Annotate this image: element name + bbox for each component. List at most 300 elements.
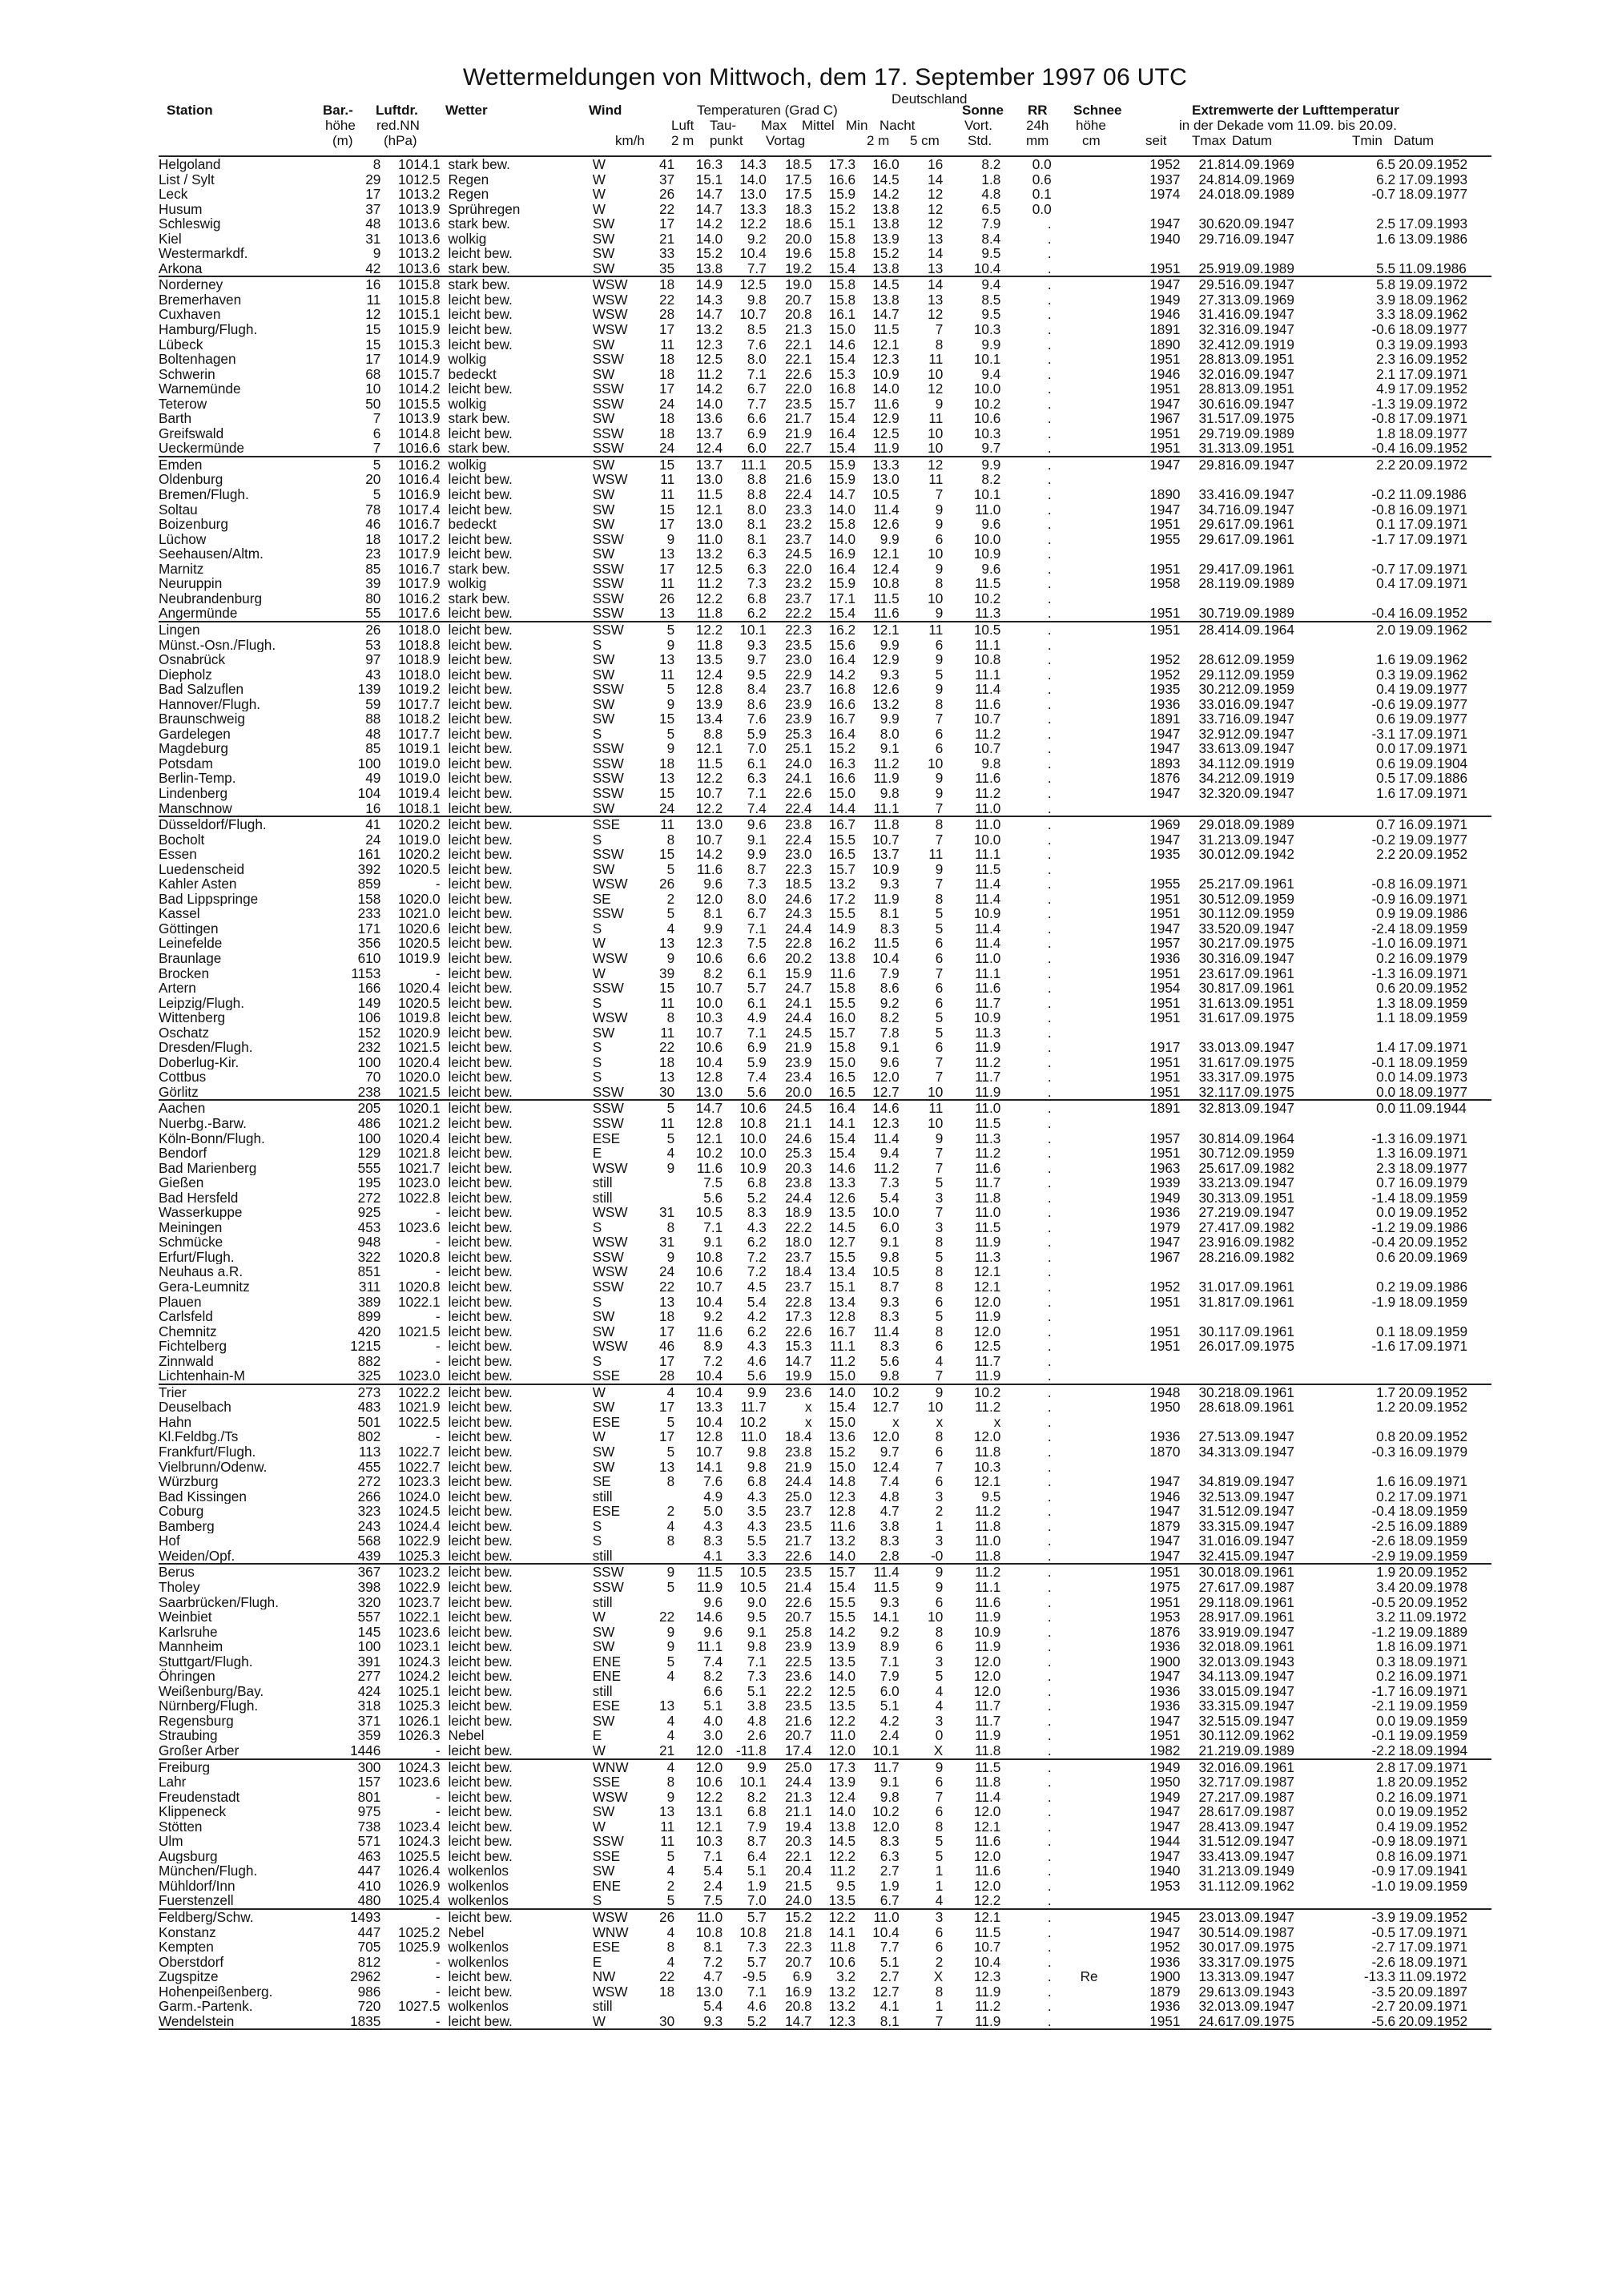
table-row bbox=[159, 1354, 1491, 1369]
tmin-date: 20.09.1897 bbox=[1399, 1984, 1468, 2000]
tmin: 0.0 bbox=[1376, 1069, 1396, 1085]
tmin: 0.0 bbox=[1376, 1713, 1396, 1729]
dew-point: 9.3 bbox=[747, 637, 767, 653]
max-temp: 23.0 bbox=[785, 652, 812, 667]
dew-point: 7.2 bbox=[747, 1249, 767, 1265]
weather: leicht bew. bbox=[448, 1279, 513, 1295]
station-name: Görlitz bbox=[159, 1085, 333, 1101]
wind-direction: S bbox=[592, 1040, 602, 1055]
dew-point: 6.3 bbox=[747, 546, 767, 562]
tmin: -2.7 bbox=[1371, 1999, 1396, 2014]
tmin-date: 18.09.1994 bbox=[1399, 1743, 1491, 1759]
wind-direction: W bbox=[592, 201, 606, 217]
mean-temp: 15.9 bbox=[828, 456, 856, 473]
sunshine: 11.4 bbox=[975, 682, 1001, 697]
mean-temp: 14.0 bbox=[828, 1804, 856, 1819]
station-name: Schleswig bbox=[159, 216, 221, 232]
tmax: 25.6 bbox=[1198, 1160, 1226, 1176]
max-temp: 21.9 bbox=[785, 425, 812, 441]
air-temp: 8.8 bbox=[703, 726, 723, 742]
wind-direction: WSW bbox=[592, 950, 628, 966]
sunshine: 12.0 bbox=[973, 1429, 1001, 1445]
tmax-date bbox=[1226, 1309, 1348, 1324]
wind-speed: 26 bbox=[659, 187, 675, 202]
wind-speed: 5 bbox=[666, 1654, 675, 1670]
air-temp: 10.7 bbox=[695, 981, 723, 996]
tmin-date: 20.09.1978 bbox=[1399, 1579, 1468, 1595]
pressure: 1020.9 bbox=[397, 1025, 441, 1041]
station-name: Mühldorf/Inn bbox=[159, 1878, 235, 1894]
table-row bbox=[159, 546, 1491, 562]
sunshine: 10.1 bbox=[973, 352, 1001, 367]
wind-speed: 18 bbox=[659, 366, 675, 382]
record-since: 1975 bbox=[1149, 1579, 1181, 1595]
header-nacht-1: Nacht bbox=[879, 118, 916, 133]
tmin-date: 17.09.1971 bbox=[1399, 1339, 1468, 1354]
min-temp: 11.8 bbox=[873, 816, 900, 832]
mean-temp: 15.8 bbox=[828, 517, 856, 532]
mean-temp: 12.3 bbox=[828, 1488, 856, 1504]
table-row bbox=[159, 1460, 1491, 1475]
dew-point: 9.7 bbox=[747, 652, 767, 667]
dew-point: 5.9 bbox=[747, 1054, 767, 1070]
max-temp: 20.4 bbox=[785, 1863, 812, 1879]
min-temp: 9.8 bbox=[855, 1368, 900, 1384]
tmax-date: 12.09.1947 bbox=[1225, 1834, 1294, 1849]
snow-depth bbox=[1052, 847, 1127, 862]
max-temp: 23.5 bbox=[785, 1518, 812, 1534]
wind-speed: 9 bbox=[666, 1624, 675, 1640]
station-name: Kl.Feldbg./Ts bbox=[159, 1429, 239, 1445]
max-temp: 23.4 bbox=[785, 1069, 812, 1085]
air-temp: 13.9 bbox=[695, 696, 723, 712]
tmax-date: 16.09.1947 bbox=[1225, 711, 1294, 727]
snow-depth bbox=[1052, 1116, 1127, 1131]
snow-depth bbox=[1052, 1834, 1127, 1849]
bar-height: 171 bbox=[357, 920, 381, 937]
record-since: 1947 bbox=[1149, 1474, 1181, 1489]
dew-point: 7.9 bbox=[747, 1819, 767, 1835]
station-name: Hahn bbox=[159, 1414, 192, 1430]
weather: leicht bew. bbox=[448, 1175, 513, 1190]
precip: . bbox=[1047, 771, 1052, 786]
min-temp: 12.3 bbox=[872, 352, 900, 367]
tmin: 0.9 bbox=[1376, 906, 1396, 921]
tmin: -2.6 bbox=[1371, 1533, 1396, 1549]
wind-direction: SW bbox=[592, 1713, 615, 1729]
record-since: 1947 bbox=[1149, 1713, 1181, 1729]
wind-direction: SW bbox=[592, 336, 615, 352]
table-row bbox=[159, 1533, 1491, 1549]
dew-point: 9.0 bbox=[747, 1594, 767, 1610]
wind-speed: 15 bbox=[659, 847, 675, 862]
tmin-date: 16.09.1971 bbox=[1399, 876, 1468, 892]
station-name: Carlsfeld bbox=[159, 1309, 213, 1324]
max-temp: 18.9 bbox=[785, 1205, 812, 1220]
wind-direction: E bbox=[592, 1728, 602, 1743]
tmax bbox=[1184, 1893, 1226, 1909]
min-temp: 12.9 bbox=[872, 652, 900, 667]
tmin-date: 16.09.1971 bbox=[1399, 1669, 1468, 1684]
night-temp: 9 bbox=[935, 771, 944, 786]
tmax-date: 16.09.1947 bbox=[1225, 366, 1294, 382]
record-since: 1947 bbox=[1149, 832, 1181, 848]
air-temp: 11.6 bbox=[697, 1323, 723, 1339]
sunshine: 11.9 bbox=[975, 1639, 1001, 1654]
table-row bbox=[159, 532, 1491, 547]
station-name: Oberstdorf bbox=[159, 1954, 224, 1970]
weather: leicht bew. bbox=[448, 1969, 513, 1984]
tmin-date: 20.09.1971 bbox=[1399, 1999, 1468, 2014]
station-name: Coburg bbox=[159, 1504, 204, 1519]
tmin-date bbox=[1399, 1354, 1491, 1369]
air-temp: 14.2 bbox=[695, 216, 723, 232]
air-temp: 5.4 bbox=[703, 1863, 723, 1879]
station-name: Aachen bbox=[159, 1100, 206, 1116]
tmin-date: 16.09.1971 bbox=[1399, 1683, 1468, 1699]
wind-direction: NW bbox=[592, 1969, 616, 1984]
wind-direction: SSW bbox=[592, 785, 624, 801]
station-name: Westermarkdf. bbox=[159, 246, 248, 261]
tmax: 34.7 bbox=[1198, 501, 1226, 518]
tmax-date bbox=[1226, 1415, 1348, 1430]
precip: . bbox=[1047, 1533, 1052, 1549]
tmin: 0.6 bbox=[1376, 711, 1396, 727]
mean-temp: 15.4 bbox=[828, 1579, 856, 1595]
wind-speed: 18 bbox=[659, 1054, 675, 1070]
tmin: -2.4 bbox=[1371, 920, 1396, 937]
tmax-date: 15.09.1947 bbox=[1225, 1518, 1294, 1534]
station-name: Bad Kissingen bbox=[159, 1488, 247, 1504]
max-temp: 21.9 bbox=[785, 1459, 812, 1475]
night-temp: X bbox=[933, 1969, 944, 1984]
wind-speed: 31 bbox=[659, 1235, 675, 1250]
min-temp: 5.1 bbox=[879, 1698, 900, 1714]
mean-temp: 13.8 bbox=[828, 950, 856, 966]
wind-direction: SSW bbox=[592, 396, 624, 412]
bar-height: 318 bbox=[357, 1698, 381, 1714]
sunshine: 11.2 bbox=[975, 1054, 1001, 1070]
snow-depth bbox=[1052, 441, 1127, 457]
header-sonne-1: Sonne bbox=[962, 103, 1004, 118]
tmax-date: 19.09.1989 bbox=[1226, 606, 1348, 622]
air-temp: 10.6 bbox=[695, 1264, 723, 1280]
min-temp: 11.9 bbox=[873, 891, 900, 907]
tmax-date bbox=[1226, 1264, 1348, 1279]
night-temp: 8 bbox=[935, 1984, 944, 2000]
table-row bbox=[159, 1863, 1491, 1879]
weather: leicht bew. bbox=[448, 1669, 513, 1684]
record-since: 1951 bbox=[1149, 517, 1181, 532]
precip: . bbox=[1047, 456, 1052, 473]
max-temp: 22.0 bbox=[785, 381, 812, 397]
record-since: 1947 bbox=[1127, 1549, 1184, 1565]
air-temp: 10.0 bbox=[695, 995, 723, 1011]
tmax: 28.1 bbox=[1198, 576, 1226, 591]
sunshine: 12.1 bbox=[973, 1474, 1001, 1489]
weather: leicht bew. bbox=[441, 1368, 585, 1384]
wind-direction: S bbox=[585, 1893, 635, 1909]
wind-speed: 13 bbox=[659, 546, 675, 562]
weather: stark bew. bbox=[448, 216, 510, 232]
max-temp: 20.0 bbox=[785, 231, 812, 247]
record-since bbox=[1127, 246, 1184, 261]
station-name: Cottbus bbox=[159, 1069, 207, 1085]
tmax-date: 12.09.1959 bbox=[1225, 906, 1294, 921]
min-temp: 11.5 bbox=[873, 322, 900, 337]
mean-temp: 15.8 bbox=[828, 981, 856, 996]
mean-temp: 15.4 bbox=[812, 261, 856, 277]
table-row bbox=[159, 816, 1491, 832]
pressure: - bbox=[435, 1264, 441, 1280]
min-temp: 7.1 bbox=[879, 1654, 900, 1670]
wind-direction: SSW bbox=[592, 771, 624, 786]
tmin: 0.0 bbox=[1376, 741, 1396, 756]
bar-height: 571 bbox=[357, 1834, 381, 1849]
tmin: -0.2 bbox=[1371, 832, 1396, 848]
mean-temp: 15.7 bbox=[828, 396, 856, 412]
tmax: 29.8 bbox=[1198, 456, 1226, 473]
station-name: Konstanz bbox=[159, 1924, 216, 1940]
pressure: 1015.8 bbox=[397, 276, 441, 292]
air-temp: 11.6 bbox=[697, 1160, 723, 1176]
night-temp: 5 bbox=[935, 906, 944, 921]
record-since: 1947 bbox=[1149, 920, 1181, 937]
table-row bbox=[159, 951, 1491, 966]
table-row bbox=[159, 1909, 1491, 1925]
mean-temp: 14.2 bbox=[828, 1624, 856, 1640]
tmax: 31.3 bbox=[1184, 441, 1226, 457]
max-temp: 23.5 bbox=[785, 1698, 812, 1714]
dew-point: 9.8 bbox=[747, 1639, 767, 1654]
snow-depth bbox=[1052, 1161, 1127, 1176]
tmin-date: 18.09.1962 bbox=[1399, 292, 1468, 308]
snow-depth bbox=[1052, 1400, 1127, 1415]
wind-speed: 9 bbox=[666, 950, 675, 966]
tmax: 32.4 bbox=[1184, 1549, 1226, 1565]
tmin-date: 14.09.1973 bbox=[1399, 1069, 1468, 1085]
max-temp: 22.2 bbox=[785, 1219, 812, 1235]
wind-direction: S bbox=[592, 1518, 602, 1534]
tmin: 0.7 bbox=[1376, 1175, 1396, 1190]
sunshine: 11.6 bbox=[975, 1594, 1001, 1610]
pressure: 1020.6 bbox=[397, 920, 441, 937]
table-row bbox=[159, 1085, 1491, 1101]
record-since: 1952 bbox=[1149, 652, 1181, 667]
header-min-1: Min bbox=[846, 118, 868, 133]
snow-depth bbox=[1052, 487, 1127, 502]
min-temp: 6.3 bbox=[879, 1848, 900, 1864]
weather: Sprühregen bbox=[448, 201, 521, 217]
table-row bbox=[159, 1955, 1491, 1970]
bar-height: 7 bbox=[333, 441, 380, 457]
wind-speed: 9 bbox=[666, 637, 675, 653]
record-since: 1982 bbox=[1127, 1743, 1184, 1759]
header-luft-2: 2 m bbox=[671, 133, 694, 148]
min-temp: 10.8 bbox=[872, 576, 900, 591]
mean-temp: 16.4 bbox=[828, 726, 856, 742]
tmax: 31.5 bbox=[1198, 1504, 1226, 1519]
precip: . bbox=[1047, 995, 1052, 1011]
wind-direction: SSW bbox=[592, 755, 624, 771]
header-mittel: Mittel bbox=[802, 118, 835, 133]
weather: wolkig bbox=[448, 231, 487, 247]
precip: . bbox=[1047, 1414, 1052, 1430]
record-since: 1947 bbox=[1149, 1235, 1181, 1250]
record-since: 1951 bbox=[1149, 906, 1181, 921]
tmax-date: 16.09.1982 bbox=[1225, 1249, 1294, 1265]
night-temp: 8 bbox=[935, 891, 944, 907]
tmax: 29.1 bbox=[1198, 667, 1226, 683]
snow-depth bbox=[1052, 816, 1127, 832]
sunshine: 9.5 bbox=[981, 307, 1001, 323]
wind-direction: still bbox=[592, 1190, 613, 1206]
sunshine: 11.2 bbox=[975, 1564, 1001, 1580]
header-luftdr-3: (hPa) bbox=[384, 133, 417, 148]
bar-height: 11 bbox=[366, 292, 381, 308]
precip: . bbox=[1047, 920, 1052, 937]
max-temp: 23.5 bbox=[785, 1564, 812, 1580]
header-sonne-3: Std. bbox=[968, 133, 992, 148]
header-luft-1b: Luft bbox=[671, 118, 694, 133]
tmax bbox=[1184, 1025, 1226, 1041]
precip: . bbox=[1047, 1429, 1052, 1445]
tmax-date: 17.09.1975 bbox=[1225, 1054, 1294, 1070]
wind-speed: 5 bbox=[666, 861, 675, 877]
weather: leicht bew. bbox=[448, 621, 513, 638]
wind-direction: E bbox=[592, 1954, 602, 1970]
tmin-date bbox=[1399, 1460, 1491, 1475]
header-bar-2: höhe bbox=[325, 118, 356, 133]
weather: leicht bew. bbox=[448, 906, 513, 921]
table-row bbox=[159, 1639, 1491, 1654]
station-name: Wendelstein bbox=[159, 2014, 333, 2030]
dew-point: 6.8 bbox=[747, 1474, 767, 1489]
station-name: Garm.-Partenk. bbox=[159, 1999, 253, 2014]
tmax: 28.8 bbox=[1198, 352, 1226, 367]
wind-speed: 4 bbox=[666, 1146, 675, 1161]
dew-point: 4.6 bbox=[747, 1353, 767, 1369]
snow-depth bbox=[1052, 1264, 1127, 1279]
wind-direction: still bbox=[592, 1999, 613, 2014]
min-temp: 13.0 bbox=[872, 472, 900, 488]
snow-depth bbox=[1052, 996, 1127, 1011]
tmin-date: 18.09.1959 bbox=[1399, 1010, 1468, 1025]
tmax: 33.3 bbox=[1198, 1954, 1226, 1970]
dew-point: 10.2 bbox=[739, 1414, 767, 1430]
bar-height: 16 bbox=[333, 801, 380, 817]
mean-temp: 16.5 bbox=[828, 847, 856, 862]
night-temp: 5 bbox=[935, 1025, 944, 1041]
tmax: 31.2 bbox=[1198, 832, 1226, 848]
tmax-date bbox=[1226, 246, 1348, 261]
mean-temp: 13.8 bbox=[828, 1819, 856, 1835]
max-temp: 22.7 bbox=[767, 441, 812, 457]
wind-speed: 9 bbox=[666, 1564, 675, 1580]
air-temp: 11.0 bbox=[697, 531, 723, 547]
min-temp: 10.2 bbox=[872, 1804, 900, 1819]
tmin-date: 19.09.1904 bbox=[1399, 755, 1468, 771]
wind-direction: ENE bbox=[592, 1654, 622, 1670]
tmin: -0.9 bbox=[1371, 1834, 1396, 1849]
min-temp: 12.4 bbox=[872, 561, 900, 577]
tmax: 29.1 bbox=[1198, 1594, 1226, 1610]
pressure: 1017.7 bbox=[397, 726, 441, 742]
wind-speed bbox=[635, 1595, 674, 1610]
bar-height: 9 bbox=[372, 246, 381, 261]
pressure: - bbox=[435, 1235, 441, 1250]
wind-speed: 9 bbox=[666, 531, 675, 547]
max-temp: 20.0 bbox=[767, 1085, 812, 1101]
weather: wolkenlos bbox=[448, 1878, 509, 1894]
weather: leicht bew. bbox=[448, 1309, 513, 1324]
dew-point: 10.8 bbox=[739, 1116, 767, 1131]
pressure: - bbox=[380, 1743, 440, 1759]
record-since: 1952 bbox=[1149, 667, 1181, 683]
wind-speed: 8 bbox=[666, 1219, 675, 1235]
sunshine: 11.0 bbox=[975, 1205, 1001, 1220]
bar-height: 195 bbox=[357, 1175, 381, 1190]
wind-direction: SSW bbox=[592, 906, 624, 921]
sunshine: 11.6 bbox=[975, 771, 1001, 786]
tmin-date: 11.09.1986 bbox=[1399, 487, 1467, 502]
tmin-date: 16.09.1971 bbox=[1399, 1789, 1468, 1805]
tmax-date: 16.09.1961 bbox=[1225, 1758, 1294, 1775]
station-name: Freiburg bbox=[159, 1758, 210, 1775]
station-name: Boltenhagen bbox=[159, 352, 236, 367]
precip: . bbox=[1047, 1504, 1052, 1519]
table-row bbox=[159, 1654, 1491, 1670]
weather: leicht bew. bbox=[448, 1908, 513, 1925]
tmax-date: 16.09.1982 bbox=[1225, 1235, 1294, 1250]
mean-temp: 13.2 bbox=[828, 1533, 856, 1549]
precip: . bbox=[1047, 1488, 1052, 1504]
mean-temp: 13.2 bbox=[828, 876, 856, 892]
station-name: Göttingen bbox=[159, 920, 219, 937]
table-row bbox=[159, 426, 1491, 441]
bar-height: 232 bbox=[357, 1040, 381, 1055]
night-temp: 7 bbox=[935, 1054, 944, 1070]
night-temp: 9 bbox=[935, 1130, 944, 1146]
max-temp: 24.4 bbox=[785, 1774, 812, 1790]
night-temp: 0 bbox=[935, 1728, 944, 1743]
snow-depth bbox=[1052, 801, 1127, 817]
tmax-date: 12.09.1962 bbox=[1225, 1728, 1294, 1743]
tmin-date bbox=[1399, 591, 1491, 606]
bar-height: 50 bbox=[365, 396, 381, 412]
record-since: 1947 bbox=[1149, 785, 1181, 801]
mean-temp: 15.8 bbox=[828, 1040, 856, 1055]
wind-direction: SW bbox=[592, 1804, 615, 1819]
dew-point: 11.0 bbox=[740, 1429, 767, 1445]
precip: . bbox=[1047, 1219, 1052, 1235]
tmin: -13.3 bbox=[1363, 1969, 1396, 1984]
station-name: Oschatz bbox=[159, 1025, 210, 1041]
night-temp: 6 bbox=[935, 1924, 944, 1940]
tmin: 0.1 bbox=[1376, 1323, 1396, 1339]
precip: . bbox=[1047, 1309, 1052, 1324]
min-temp: 2.4 bbox=[879, 1728, 900, 1743]
night-temp: 12 bbox=[928, 201, 944, 217]
tmin bbox=[1348, 1116, 1399, 1131]
snow-depth bbox=[1052, 1759, 1127, 1775]
precip: . bbox=[1047, 785, 1052, 801]
pressure: 1023.3 bbox=[397, 1474, 441, 1489]
bar-height: 325 bbox=[333, 1368, 380, 1384]
table-row bbox=[159, 786, 1491, 801]
air-temp: 14.6 bbox=[695, 1609, 723, 1625]
wind-direction: WSW bbox=[592, 1789, 628, 1805]
